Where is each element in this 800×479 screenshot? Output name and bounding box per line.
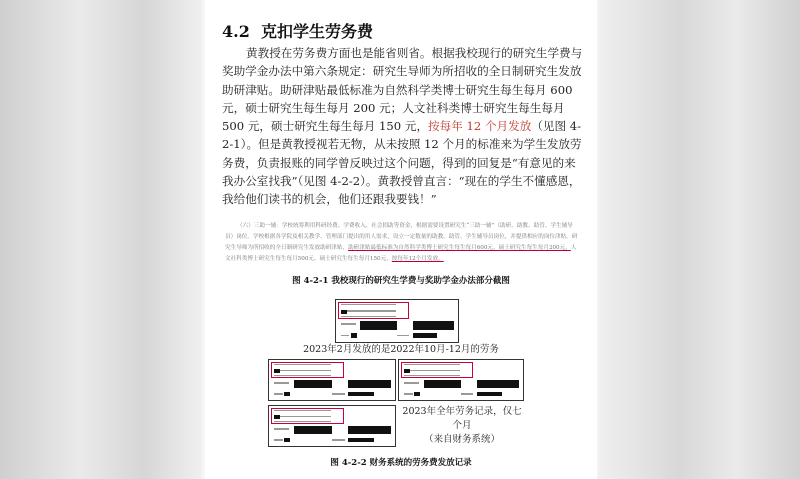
figure-2-note [398, 405, 526, 447]
redaction-block [477, 380, 519, 389]
document-page [205, 0, 597, 479]
record-text-line [274, 416, 331, 418]
redaction-block [284, 438, 290, 443]
redaction-block [274, 415, 280, 419]
paragraph-text: 黄教授在劳务费方面也是能省则省。根据我校现行的研究生学费与奖助学金办法中第六条规定：研究生导师为所招收的全日制研究生发放助研津贴。助研津贴最低标准为自然科学类博士研究生每生每月 600 元，硕士研究生每生每月 200 元；人文社科类博士研究生每生每月 500 元，硕士研究生每生每月 150 元， [222, 46, 583, 134]
record-label [274, 439, 283, 441]
redaction-block [348, 426, 391, 435]
redaction-block [274, 369, 280, 373]
highlighted-text: 按每年 12 个月发放 [428, 119, 532, 134]
record-label [274, 382, 289, 384]
payment-record-screenshot [335, 299, 459, 343]
record-label [274, 428, 289, 430]
record-text-line [274, 421, 331, 423]
record-row-1 [268, 359, 597, 401]
redaction-block [348, 438, 373, 443]
record-row-2 [268, 405, 597, 447]
excerpt-text-2: 人文社科类博士研究生每生每月500元、硕士研究生每生每月150元， [225, 244, 577, 262]
redaction-block [414, 392, 420, 397]
paragraph-text-cont: （见图 4-2-1）。但是黄教授视若无物，从未按照 12 个月的标准来为学生发放劳务费，负责报账的同学曾反映过这个问题，得到的回复是“有意见的来我办公室找我”（见图 4-2-2）。黄教授曾直言：“现在的学生不懂感恩，我给他们读书的机会，他们还跟我要钱！” [222, 119, 582, 207]
redaction-block [477, 392, 502, 397]
redaction-block [294, 380, 332, 389]
record-label [397, 335, 409, 337]
note-line-1: 2023年全年劳务记录，仅七个月 [402, 405, 522, 431]
body-paragraph [222, 44, 584, 209]
record-text-line [341, 316, 396, 318]
record-text-line [274, 364, 331, 366]
record-text-line [404, 375, 460, 377]
redaction-block [284, 392, 290, 397]
redaction-block [294, 426, 332, 435]
record-label [332, 439, 345, 441]
redaction-block [424, 380, 461, 389]
figure-1-caption: 图 4-2-1 我校现行的研究生学费与奖助学金办法部分截图 [292, 275, 510, 286]
policy-excerpt [225, 221, 581, 265]
redaction-block [413, 333, 437, 338]
section-title: 克扣学生劳务费 [260, 22, 373, 41]
redaction-block [348, 380, 391, 389]
record-label [332, 393, 345, 395]
excerpt-text: （六）三助一辅：学校统筹利用科研经费、学费收入、社会捐助等资金，根据需要设置研究生“三助一辅”（助研、助教、助管、学生辅导员）岗位。学校根据各学院及相关教学、管理部门提出的用人需求，设立一定数量的助教、助管、学生辅导员岗位，并提供相应的岗位津贴。研究生导师为所招收的全日制研究生发放助研津贴， [225, 222, 578, 251]
excerpt-underlined: 助研津贴最低标准为自然科学类博士研究生每生每月600元、硕士研究生每生每月200元， [348, 244, 571, 251]
redaction-block [360, 321, 397, 330]
redaction-block [348, 392, 373, 397]
payment-record-screenshot [268, 359, 396, 401]
payment-record-screenshot [268, 405, 396, 447]
note-line-2: （来自财务系统） [423, 433, 500, 445]
excerpt-underlined-2: 按每年12个月发放。 [391, 255, 444, 262]
figure-2-top-label: 2023年2月发放的是2022年10月-12月的劳务 [303, 343, 499, 355]
redaction-block [413, 321, 454, 330]
record-text-line [274, 370, 331, 372]
record-label [274, 393, 283, 395]
section-number: 4.2 [222, 22, 250, 41]
redaction-block [351, 333, 357, 338]
record-label [404, 382, 419, 384]
record-label [341, 323, 356, 325]
record-text-line [404, 370, 460, 372]
record-label [404, 393, 413, 395]
record-text-line [274, 375, 331, 377]
record-label [461, 393, 473, 395]
record-text-line [341, 310, 396, 312]
record-text-line [341, 304, 396, 306]
section-heading [222, 22, 597, 42]
redaction-block [404, 369, 410, 373]
payment-record-screenshot [398, 359, 524, 401]
record-text-line [274, 410, 331, 412]
figure-2-caption: 图 4-2-2 财务系统的劳务费发放记录 [330, 457, 472, 468]
record-label [341, 335, 350, 337]
record-text-line [404, 364, 460, 366]
redaction-block [341, 310, 347, 314]
